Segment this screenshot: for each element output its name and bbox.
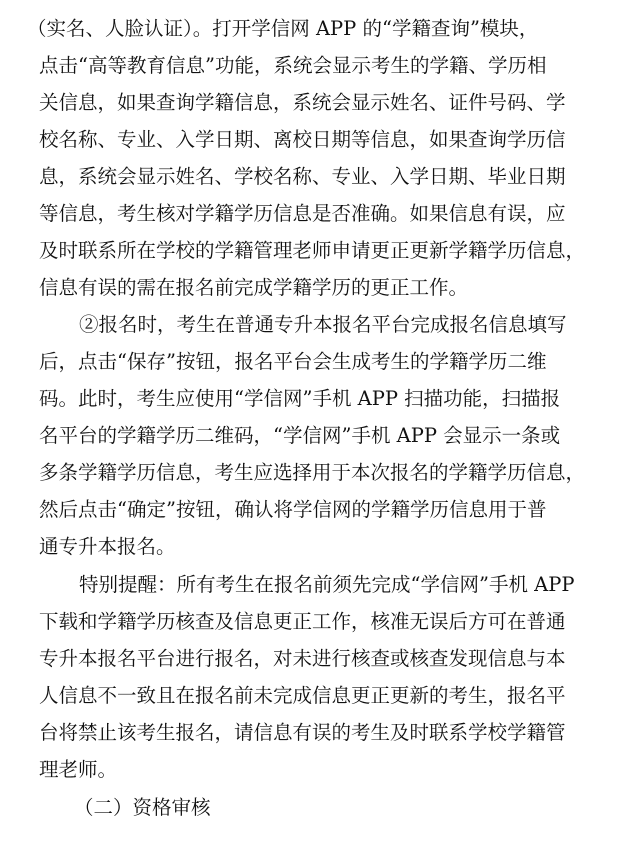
text-line: 名平台的学籍学历二维码，“学信网”手机 APP 会显示一条或 xyxy=(39,424,561,447)
section-heading: （二）资格审核 xyxy=(74,796,211,819)
text-line: 及时联系所在学校的学籍管理老师申请更正更新学籍学历信息， xyxy=(39,239,586,262)
text-line: 关信息，如果查询学籍信息，系统会显示姓名、证件号码、学 xyxy=(39,91,566,114)
text-line: 人信息不一致且在报名前未完成信息更正更新的考生，报名平 xyxy=(39,684,566,707)
text-line: 息，系统会显示姓名、学校名称、专业、入学日期、毕业日期 xyxy=(39,165,566,188)
text-line: 码。此时，考生应使用“学信网”手机 APP 扫描功能，扫描报 xyxy=(39,387,561,410)
text-line: 然后点击“确定”按钮，确认将学信网的学籍学历信息用于普 xyxy=(39,498,547,521)
text-line: 后，点击“保存”按钮，报名平台会生成考生的学籍学历二维 xyxy=(39,350,547,373)
text-line: 信息有误的需在报名前完成学籍学历的更正工作。 xyxy=(39,276,469,299)
text-line: 台将禁止该考生报名，请信息有误的考生及时联系学校学籍管 xyxy=(39,721,566,744)
text-line: 通专升本报名。 xyxy=(39,535,176,558)
text-line: （实名、人脸认证）。打开学信网 APP 的“学籍查询”模块， xyxy=(27,17,539,40)
text-line: 等信息，考生核对学籍学历信息是否准确。如果信息有误，应 xyxy=(39,202,566,225)
text-line: 多条学籍学历信息，考生应选择用于本次报名的学籍学历信息， xyxy=(39,461,586,484)
text-line: 专升本报名平台进行报名，对未进行核查或核查发现信息与本 xyxy=(39,647,566,670)
text-line: ②报名时，考生在普通专升本报名平台完成报名信息填写 xyxy=(79,313,567,336)
text-line: 下载和学籍学历核查及信息更正工作，核准无误后方可在普通 xyxy=(39,610,566,633)
text-line: 点击“高等教育信息”功能，系统会显示考生的学籍、学历相 xyxy=(39,54,547,77)
text-line: 校名称、专业、入学日期、离校日期等信息，如果查询学历信 xyxy=(39,128,566,151)
text-line: 特别提醒：所有考生在报名前须先完成“学信网”手机 APP xyxy=(79,573,575,596)
text-line: 理老师。 xyxy=(39,758,118,781)
